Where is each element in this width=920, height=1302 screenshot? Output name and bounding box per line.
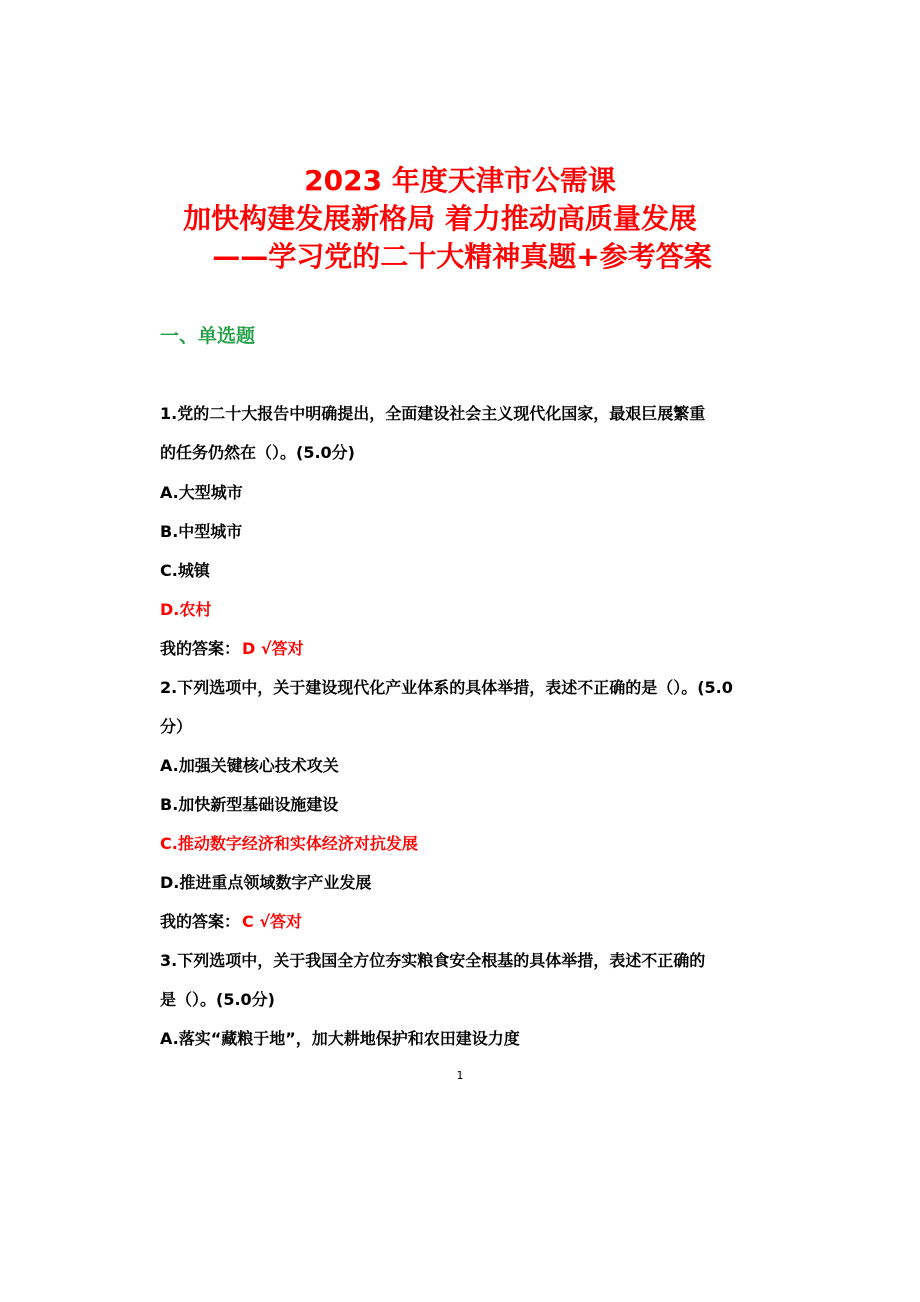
- question-2-option-c-correct: C.推动数字经济和实体经济对抗发展: [160, 834, 418, 853]
- answer-value: C √答对: [242, 912, 303, 931]
- question-2-option-a: A.加强关键核心技术攻关: [160, 756, 339, 775]
- question-2-option-d: D.推进重点领域数字产业发展: [160, 873, 372, 892]
- answer-value: D √答对: [242, 639, 304, 658]
- document-title-line-1: 2023 年度天津市公需课: [304, 164, 616, 197]
- question-2-stem-line-1: 2.下列选项中，关于建设现代化产业体系的具体举措，表述不正确的是（）。(5.0: [160, 678, 733, 697]
- question-1-answer: [160, 637, 304, 661]
- question-3-stem-line-2: 是（）。(5.0分): [160, 990, 275, 1009]
- document-title-line-3: ——学习党的二十大精神真题+参考答案: [212, 240, 712, 273]
- answer-label: 我的答案：: [160, 639, 241, 658]
- question-2-stem-line-2: 分）: [160, 717, 193, 736]
- section-heading: 一、单选题: [160, 325, 256, 347]
- question-3-stem-line-1: 3.下列选项中，关于我国全方位夯实粮食安全根基的具体举措，表述不正确的: [160, 951, 706, 970]
- question-2-answer: [160, 910, 302, 934]
- question-1-option-d-correct: D.农村: [160, 600, 212, 619]
- document-title-line-2: 加快构建发展新格局 着力推动高质量发展: [183, 202, 697, 235]
- question-2-option-b: B.加快新型基础设施建设: [160, 795, 339, 814]
- question-1-stem-line-2: 的任务仍然在（）。(5.0分): [160, 443, 355, 462]
- answer-label: 我的答案：: [160, 912, 241, 931]
- question-1-option-a: A.大型城市: [160, 483, 243, 502]
- question-1-option-b: B.中型城市: [160, 522, 243, 541]
- question-1-stem-line-1: 1.党的二十大报告中明确提出，全面建设社会主义现代化国家，最艰巨展繁重: [160, 404, 706, 423]
- page-number: 1: [456, 1069, 464, 1082]
- question-1-option-c: C.城镇: [160, 561, 210, 580]
- question-3-option-a: A.落实“藏粮于地”，加大耕地保护和农田建设力度: [160, 1029, 520, 1048]
